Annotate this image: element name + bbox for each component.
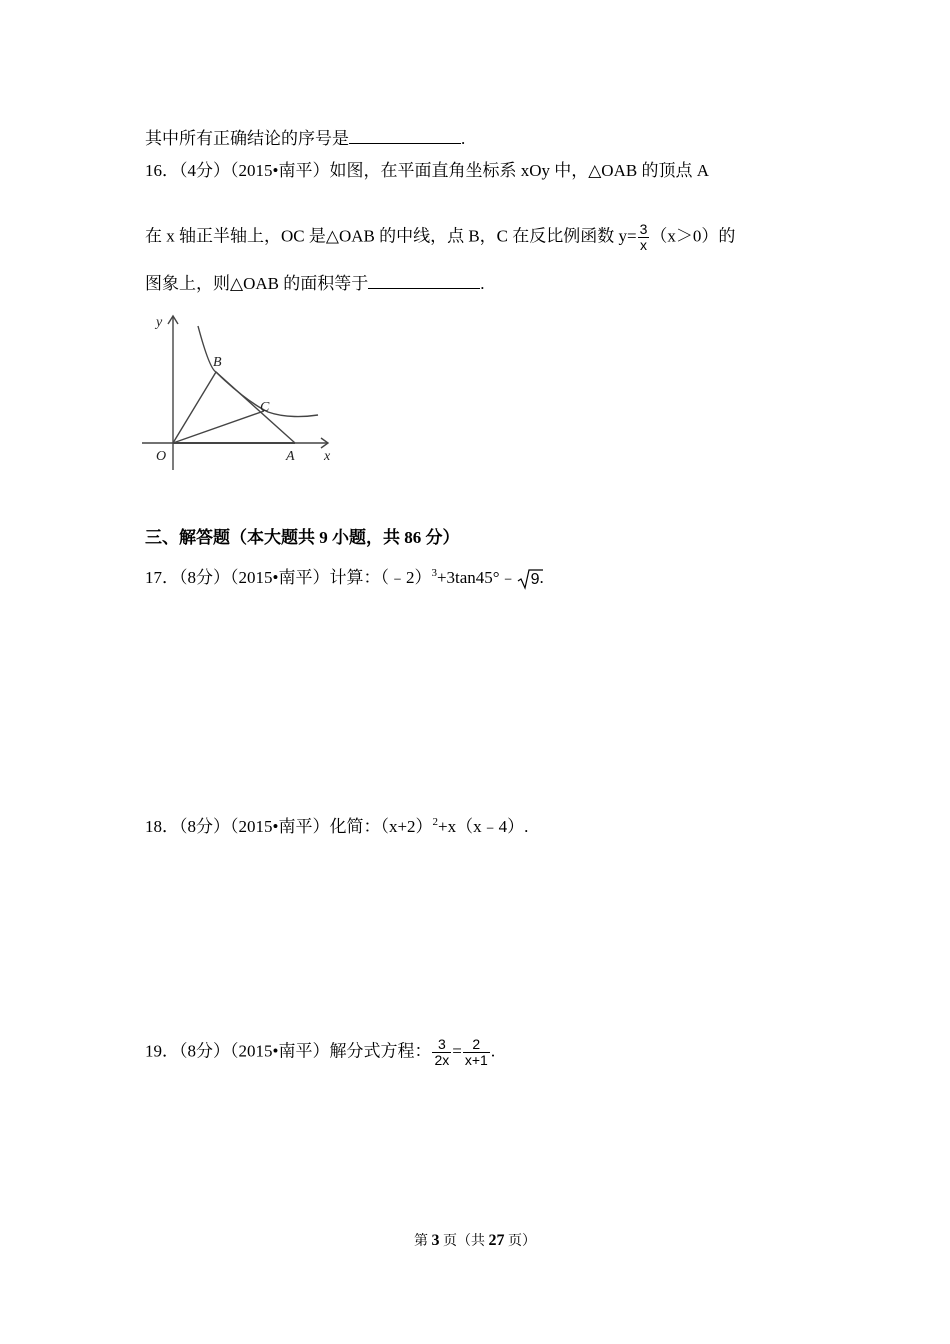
total-pages: 27 [488, 1232, 505, 1249]
answer-blank[interactable] [349, 127, 461, 144]
q17-line: 17．（8分）（2015•南平）计算：（﹣2）$^3$+3tan45°﹣ 9. [145, 567, 544, 589]
section-title: 三、解答题（本大题共 9 小题，共 86 分） [145, 528, 460, 547]
page-number: 3 [431, 1232, 440, 1249]
coordinate-figure [140, 308, 340, 473]
segment-oc [173, 411, 264, 443]
fraction-3-over-2x: $\frac{3}{2x}$ [434, 1036, 450, 1068]
fraction-3-over-x: $\frac{3}{x}$ [639, 221, 648, 253]
label-a: A [286, 449, 295, 464]
q16-line-2: 在 x 轴正半轴上，OC 是△OAB 的中线，点 B，C 在反比例函数 y= $\frac{3}{x}$ （x＞0）的 [145, 221, 736, 253]
label-c: C [260, 400, 270, 415]
fraction-2-over-x-plus-1: $\frac{2}{x+1}$ [464, 1036, 488, 1068]
page-footer: 第 3 页（共 27 页） [414, 1232, 536, 1249]
q18-line: 18．（8分）（2015•南平）化简：$(x+2)^2+x(x﹣4)$. [145, 816, 529, 836]
segment-ba [216, 372, 295, 443]
q15-answer-line: 其中所有正确结论的序号是 . [145, 129, 466, 148]
q15-text: 其中所有正确结论的序号是 [145, 129, 349, 148]
label-y: y [156, 315, 163, 330]
label-o: O [156, 449, 167, 464]
sqrt-9: 9 [517, 568, 540, 590]
label-b: B [213, 355, 222, 370]
answer-blank[interactable] [368, 272, 480, 289]
q19-line: 19．（8分）（2015•南平）解分式方程： $\frac{3}{2x}$ = $\frac{2}{x+1}$ . [145, 1036, 496, 1068]
label-x: x [324, 449, 331, 464]
segment-ob [173, 372, 216, 443]
hyperbola-curve [198, 326, 318, 417]
q16-line-3: 图象上，则△OAB 的面积等于 . [145, 274, 485, 293]
q16-line-1: 16．（4分）（2015•南平）如图，在平面直角坐标系 xOy 中，△OAB 的顶点 A [145, 161, 709, 180]
